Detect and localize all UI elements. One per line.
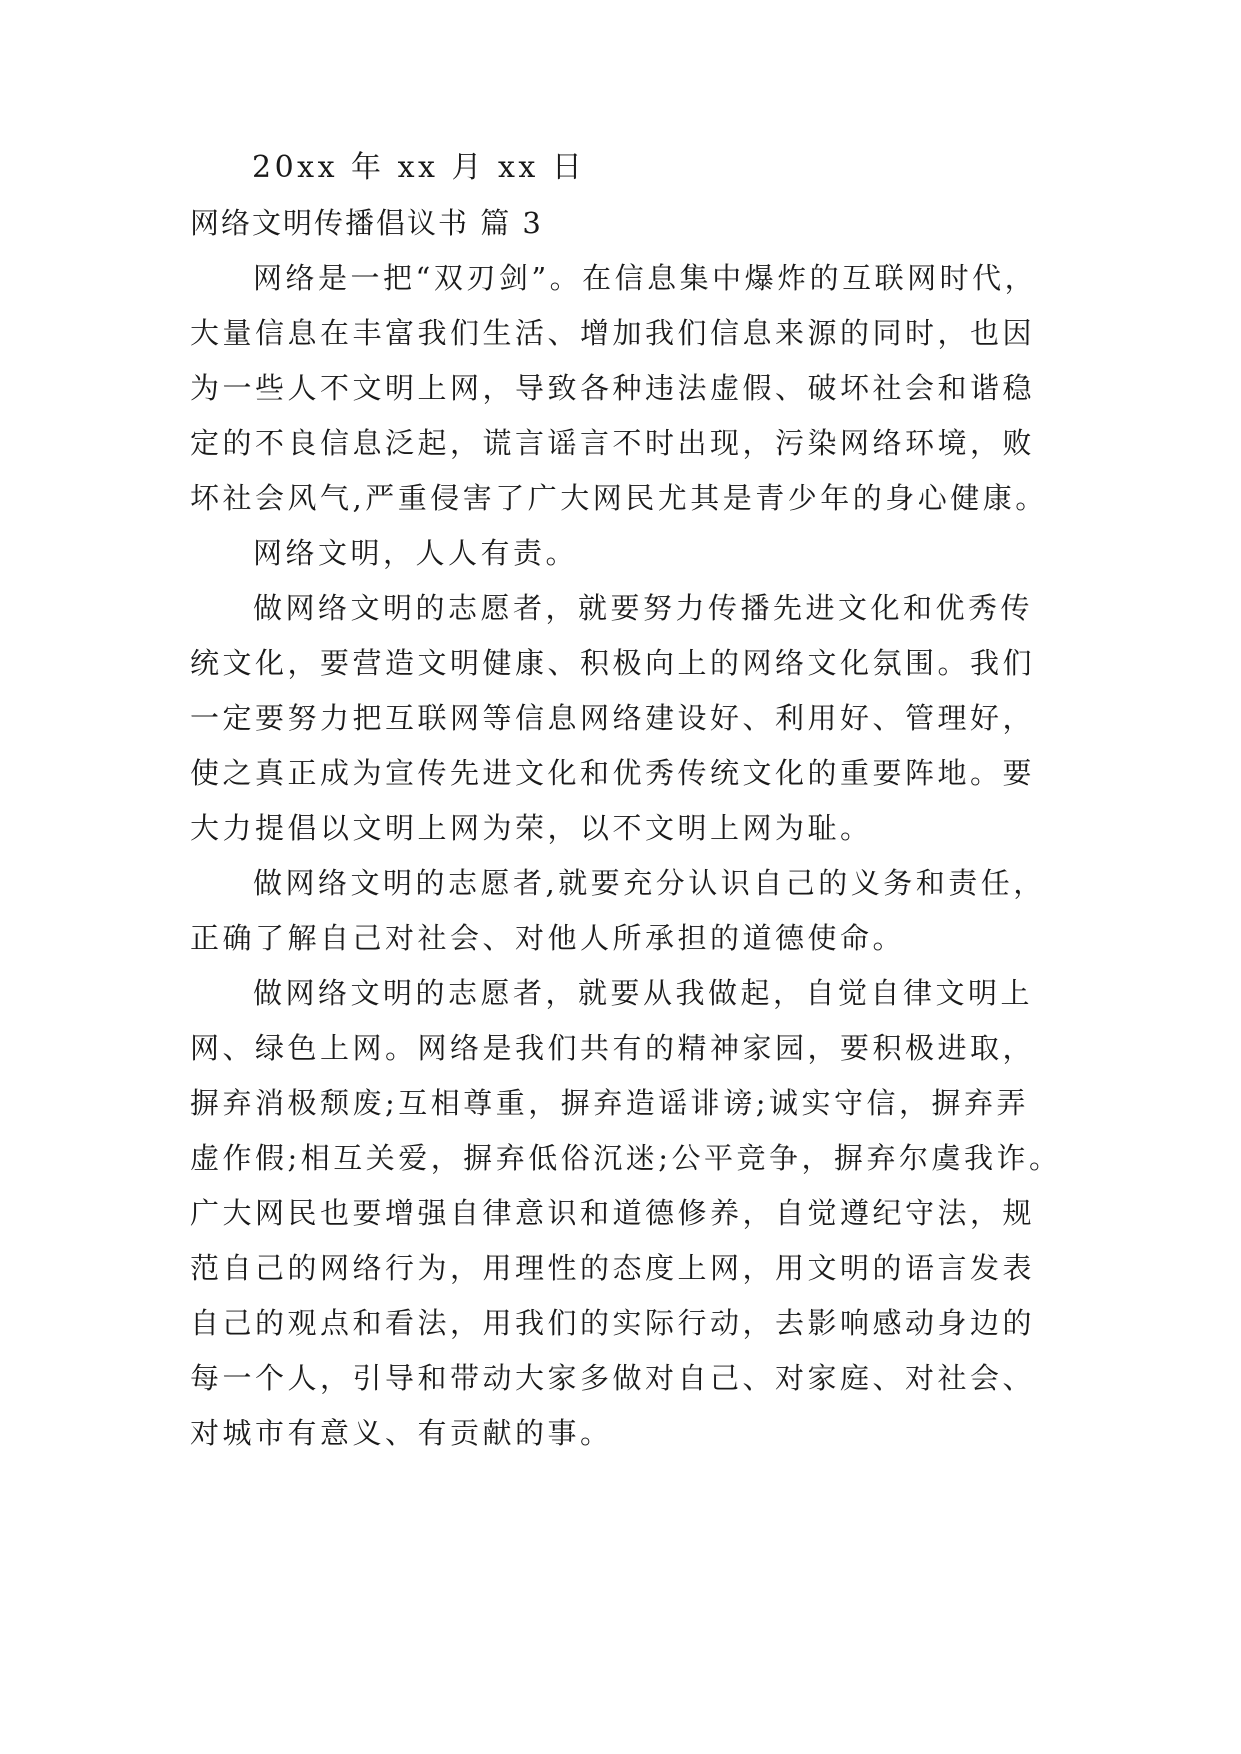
- paragraph-line: 坏社会风气,严重侵害了广大网民尤其是青少年的身心健康。: [190, 481, 1048, 515]
- paragraph-line: 网、绿色上网。网络是我们共有的精神家园，要积极进取，: [190, 1031, 1036, 1065]
- paragraph-line: 广大网民也要增强自律意识和道德修养，自觉遵纪守法，规: [190, 1196, 1036, 1230]
- section-title: 网络文明传播倡议书 篇 3: [190, 206, 543, 240]
- paragraph-line: 范自己的网络行为，用理性的态度上网，用文明的语言发表: [190, 1251, 1036, 1285]
- paragraph-line: 定的不良信息泛起，谎言谣言不时出现，污染网络环境，败: [190, 426, 1036, 460]
- paragraph-line: 摒弃消极颓废;互相尊重，摒弃造谣诽谤;诚实守信，摒弃弄: [190, 1086, 1030, 1120]
- paragraph-line: 做网络文明的志愿者，就要从我做起，自觉自律文明上: [253, 976, 1034, 1010]
- paragraph-line: 网络是一把“双刃剑”。在信息集中爆炸的互联网时代，: [253, 261, 1038, 295]
- paragraph-line: 虚作假;相互关爱，摒弃低俗沉迷;公平竞争，摒弃尔虞我诈。: [190, 1141, 1062, 1175]
- paragraph-line: 统文化，要营造文明健康、积极向上的网络文化氛围。我们: [190, 646, 1036, 680]
- paragraph-line: 正确了解自己对社会、对他人所承担的道德使命。: [190, 921, 906, 955]
- paragraph-line: 为一些人不文明上网，导致各种违法虚假、破坏社会和谐稳: [190, 371, 1036, 405]
- paragraph-line: 做网络文明的志愿者,就要充分认识自己的义务和责任，: [253, 866, 1046, 900]
- paragraph-line: 一定要努力把互联网等信息网络建设好、利用好、管理好，: [190, 701, 1036, 735]
- paragraph-line: 对城市有意义、有贡献的事。: [190, 1416, 613, 1450]
- paragraph-line: 使之真正成为宣传先进文化和优秀传统文化的重要阵地。要: [190, 756, 1036, 790]
- paragraph-line: 大量信息在丰富我们生活、增加我们信息来源的同时，也因: [190, 316, 1036, 350]
- paragraph-line: 做网络文明的志愿者，就要努力传播先进文化和优秀传: [253, 591, 1034, 625]
- paragraph-line: 每一个人，引导和带动大家多做对自己、对家庭、对社会、: [190, 1361, 1036, 1395]
- date-line: 20xx 年 xx 月 xx 日: [252, 150, 586, 185]
- paragraph-line: 网络文明，人人有责。: [253, 536, 579, 570]
- paragraph-line: 大力提倡以文明上网为荣，以不文明上网为耻。: [190, 811, 873, 845]
- paragraph-line: 自己的观点和看法，用我们的实际行动，去影响感动身边的: [190, 1306, 1036, 1340]
